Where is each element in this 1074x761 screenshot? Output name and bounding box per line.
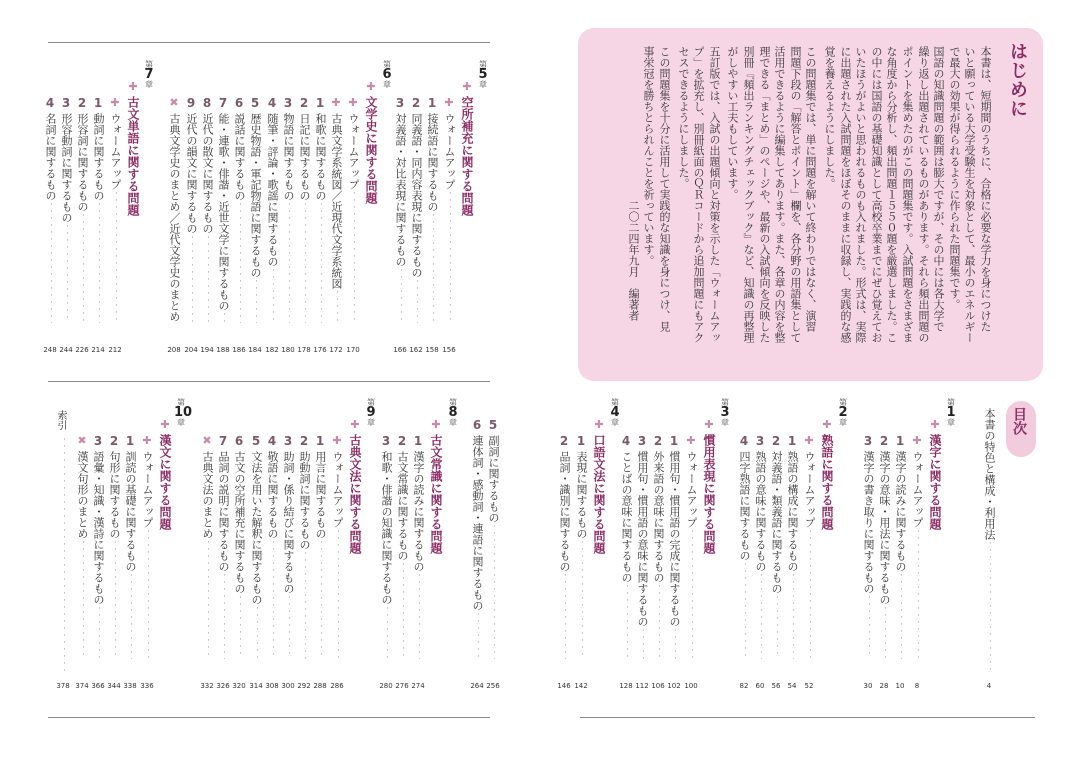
chapter-label — [380, 60, 394, 90]
page-number: 326 — [216, 682, 230, 690]
toc-entry: ウォームアップ ・・・・・・・・・・・・・・・・・・・・・・・・・・・・・・・・・・・・・・・・・・・・・・・・ — [442, 113, 456, 323]
intro-line: 繰り返し出題されているものがあります。それら頻出問題の — [917, 46, 930, 343]
intro-line: この問題集を十分に活用して実践的な知識を身につけ、見 — [658, 46, 671, 332]
item-number: 1 — [576, 434, 586, 448]
toc-entry: ウォームアップ ・・・・・・・・・・・・・・・・・・・・・・・・・・・・・・・・・・・・・・・・・・・・・・・・ — [140, 451, 154, 659]
intro-line: 活用できるように編集してあります。また、各章の内容を整 — [773, 46, 786, 343]
middle-left-rule — [48, 381, 490, 382]
chapter-bullet-icon: ✚ — [350, 418, 360, 431]
intro-line: で最大の効果が得られるように作られた問題集です。 — [948, 46, 961, 310]
page-number: 30 — [863, 682, 873, 690]
item-number: 7 — [218, 96, 228, 110]
page-number: 186 — [232, 346, 246, 354]
item-number: 2 — [77, 96, 87, 110]
chapter-number: 8 — [448, 405, 458, 420]
page-number: 182 — [265, 346, 279, 354]
page-number: 100 — [684, 682, 698, 690]
intro-line: がしやすい工夫もしています。 — [726, 46, 739, 200]
toc-badge — [1006, 401, 1036, 457]
item-number: 6 — [234, 96, 244, 110]
page-number: 288 — [313, 682, 327, 690]
page-number: 166 — [393, 346, 407, 354]
intro-line: 問題下段の「解答とポイント」欄を、各分野の用語集として — [789, 46, 802, 343]
toc-entry: 漢字の意味・用法に関するもの ・・・・・・・・・・・・・・・・・・・・・・・・・・・・・・・・・・・・・・・・・・・・・・・・ — [877, 451, 891, 659]
item-number: 3 — [381, 434, 391, 448]
item-number: 1 — [787, 434, 797, 448]
page-number: 10 — [895, 682, 905, 690]
item-number: 3 — [637, 434, 647, 448]
toc-entry: 漢字の読みに関するもの ・・・・・・・・・・・・・・・・・・・・・・・・・・・・・・・・・・・・・・・・・・・・・・・・ — [893, 451, 907, 659]
chapter-number: 7 — [144, 67, 154, 82]
page-number: 170 — [346, 346, 360, 354]
item-number: 1 — [669, 434, 679, 448]
chapter-suffix: 章 — [449, 418, 457, 427]
chapter-prefix: 第 — [721, 398, 729, 407]
toc-entry: 古文の空所補充に関するもの ・・・・・・・・・・・・・・・・・・・・・・・・・・・・・・・・・・・・・・・・・・・・・・・・ — [232, 451, 246, 659]
chapter-title: 古文常識に関する問題 — [429, 434, 443, 554]
page-number: 308 — [265, 682, 279, 690]
page-number: 320 — [232, 682, 246, 690]
chapter-prefix: 第 — [145, 60, 153, 69]
toc-entry: 形容詞に関するもの ・・・・・・・・・・・・・・・・・・・・・・・・・・・・・・・・・・・・・・・・・・・・・・・・ — [75, 113, 89, 323]
chapter-title: 慣用表現に関する問題 — [702, 434, 716, 554]
item-number: 2 — [411, 96, 421, 110]
item-number: 4 — [267, 96, 277, 110]
chapter-number: 9 — [366, 405, 376, 420]
item-number: 2 — [653, 434, 663, 448]
toc-entry: 能・連歌・俳諧・近世文学に関するもの ・・・・・・・・・・・・・・・・・・・・・・・・・・・・・・・・・・・・・・・・・・・・・・・・ — [216, 113, 230, 323]
chapter-label — [364, 398, 378, 428]
intro-line: いたほうがよいと思われるものも入れました。形式は、実際 — [854, 46, 867, 343]
item-number: 2 — [397, 434, 407, 448]
chapter-prefix: 第 — [449, 398, 457, 407]
intro-line: セスできるようにしました。 — [677, 46, 690, 189]
toc-entry: 慣用句・慣用語の意味に関するもの ・・・・・・・・・・・・・・・・・・・・・・・・・・・・・・・・・・・・・・・・・・・・・・・・ — [635, 451, 649, 659]
item-number: 3 — [283, 96, 293, 110]
page-number: 180 — [281, 346, 295, 354]
toc-entry: 用言に関するもの ・・・・・・・・・・・・・・・・・・・・・・・・・・・・・・・・・・・・・・・・・・・・・・・・ — [313, 451, 327, 659]
toc-entry: 訓読の基礎に関するもの ・・・・・・・・・・・・・・・・・・・・・・・・・・・・・・・・・・・・・・・・・・・・・・・・ — [123, 451, 137, 659]
section-mark-icon: ✚ — [142, 434, 152, 447]
page-number: 264 — [470, 682, 484, 690]
toc-entry: 近代の韻文に関するもの ・・・・・・・・・・・・・・・・・・・・・・・・・・・・・・・・・・・・・・・・・・・・・・・・ — [184, 113, 198, 323]
item-number: 4 — [621, 434, 631, 448]
item-number: 2 — [299, 434, 309, 448]
item-number: 1 — [315, 96, 325, 110]
chapter-title: 古典文法に関する問題 — [348, 434, 362, 554]
toc-entry: 動詞に関するもの ・・・・・・・・・・・・・・・・・・・・・・・・・・・・・・・・・・・・・・・・・・・・・・・・ — [91, 113, 105, 323]
page-number: 146 — [557, 682, 571, 690]
page-number: 244 — [59, 346, 73, 354]
toc-entry: 文法を用いた解釈に関するもの ・・・・・・・・・・・・・・・・・・・・・・・・・・・・・・・・・・・・・・・・・・・・・・・・ — [249, 451, 263, 659]
toc-entry: 同義語・同内容表現に関するもの ・・・・・・・・・・・・・・・・・・・・・・・・・・・・・・・・・・・・・・・・・・・・・・・・ — [409, 113, 423, 323]
page-number: 378 — [56, 682, 70, 690]
toc-entry: 品詞の説明に関するもの ・・・・・・・・・・・・・・・・・・・・・・・・・・・・・・・・・・・・・・・・・・・・・・・・ — [216, 451, 230, 659]
toc-entry-intro: 本書の特色と構成・利用法 ・・・・・・・・・・・・・・・・・・・・・・・・・・・・・・・・・・・・・・・・・・・・・・・・ — [982, 408, 996, 673]
item-number: 5 — [250, 96, 260, 110]
chapter-bullet-icon: ✚ — [930, 418, 940, 431]
page-number: 178 — [297, 346, 311, 354]
item-number: 1 — [895, 434, 905, 448]
page-number: 208 — [167, 346, 181, 354]
chapter-suffix: 章 — [839, 418, 847, 427]
toc-entry: 熟語の構成に関するもの ・・・・・・・・・・・・・・・・・・・・・・・・・・・・・・・・・・・・・・・・・・・・・・・・ — [785, 451, 799, 659]
toc-entry: 語彙・知識・漢詩に関するもの ・・・・・・・・・・・・・・・・・・・・・・・・・・・・・・・・・・・・・・・・・・・・・・・・ — [91, 451, 105, 659]
section-mark-icon: ✚ — [686, 434, 696, 447]
item-number: 2 — [559, 434, 569, 448]
toc-entry: 漢文句形のまとめ ・・・・・・・・・・・・・・・・・・・・・・・・・・・・・・・・・・・・・・・・・・・・・・・・ — [75, 451, 89, 659]
intro-line: の中には国語の基礎知識として高校卒業までにぜひ覚えてお — [870, 46, 883, 343]
intro-line: 本書は、短期間のうちに、合格に必要な学力を身につけた — [979, 46, 992, 332]
page-number: 162 — [409, 346, 423, 354]
toc-entry: 古典文学系統図／近現代文学系統図 ・・・・・・・・・・・・・・・・・・・・・・・・・・・・・・・・・・・・・・・・・・・・・・・・ — [329, 113, 343, 323]
page-number: 56 — [771, 682, 781, 690]
toc-entry: ウォームアップ ・・・・・・・・・・・・・・・・・・・・・・・・・・・・・・・・・・・・・・・・・・・・・・・・ — [802, 451, 816, 659]
section-mark-icon: ✚ — [331, 96, 341, 109]
page-number: 332 — [200, 682, 214, 690]
page-number: 256 — [486, 682, 500, 690]
toc-entry: 近代の散文に関するもの ・・・・・・・・・・・・・・・・・・・・・・・・・・・・・・・・・・・・・・・・・・・・・・・・ — [200, 113, 214, 323]
toc-entry: 助動詞に関するもの ・・・・・・・・・・・・・・・・・・・・・・・・・・・・・・・・・・・・・・・・・・・・・・・・ — [297, 451, 311, 659]
page-number: 4 — [986, 682, 992, 690]
chapter-title: 熟語に関する問題 — [820, 434, 834, 530]
item-number: 3 — [395, 96, 405, 110]
page-number: 106 — [651, 682, 665, 690]
bottom-right-rule — [580, 717, 1035, 718]
intro-line: 事栄冠を勝ちとられんことを祈っています。 — [642, 46, 655, 266]
item-number: 3 — [863, 434, 873, 448]
item-number: 2 — [299, 96, 309, 110]
item-number: 1 — [315, 434, 325, 448]
page-number: 112 — [635, 682, 649, 690]
page-number: 60 — [755, 682, 765, 690]
toc-entry: 説話に関するもの ・・・・・・・・・・・・・・・・・・・・・・・・・・・・・・・・・・・・・・・・・・・・・・・・ — [232, 113, 246, 323]
section-mark-icon: ✖ — [202, 434, 212, 447]
section-mark-icon: ✖ — [77, 434, 87, 447]
chapter-suffix: 章 — [145, 80, 153, 89]
page-number: 176 — [313, 346, 327, 354]
chapter-prefix: 第 — [177, 398, 185, 407]
page-number: 156 — [442, 346, 456, 354]
page-number: 366 — [91, 682, 105, 690]
toc-entry: 品詞・識別に関するもの ・・・・・・・・・・・・・・・・・・・・・・・・・・・・・・・・・・・・・・・・・・・・・・・・ — [557, 451, 571, 659]
item-number: 3 — [755, 434, 765, 448]
top-left-rule — [48, 42, 490, 43]
intro-line: 二〇二四年九月 編著者 — [627, 200, 640, 321]
chapter-bullet-icon: ✚ — [822, 418, 832, 431]
page-number: 204 — [184, 346, 198, 354]
section-mark-icon: ✚ — [348, 96, 358, 109]
page-number: 172 — [329, 346, 343, 354]
page-number: 142 — [574, 682, 588, 690]
toc-entry: 名詞に関するもの ・・・・・・・・・・・・・・・・・・・・・・・・・・・・・・・・・・・・・・・・・・・・・・・・ — [43, 113, 57, 323]
item-number: 3 — [61, 96, 71, 110]
page-number: 82 — [739, 682, 749, 690]
toc-entry: ウォームアップ ・・・・・・・・・・・・・・・・・・・・・・・・・・・・・・・・・・・・・・・・・・・・・・・・ — [108, 113, 122, 323]
chapter-label — [174, 398, 193, 428]
index-label: 索引 — [55, 410, 66, 430]
page-number: 102 — [667, 682, 681, 690]
toc-entry: 古文常識に関するもの ・・・・・・・・・・・・・・・・・・・・・・・・・・・・・・・・・・・・・・・・・・・・・・・・ — [395, 451, 409, 659]
item-number: 5 — [251, 434, 261, 448]
chapter-suffix: 章 — [367, 418, 375, 427]
toc-entry: 連体詞・感動詞・連語に関するもの ・・・・・・・・・・・・・・・・・・・・・・・・・・・・・・・・・・・・・・・・・・・・・・・・ — [470, 435, 484, 659]
toc-entry: 慣用句・慣用語の完成に関するもの ・・・・・・・・・・・・・・・・・・・・・・・・・・・・・・・・・・・・・・・・・・・・・・・・ — [667, 451, 681, 659]
chapter-number: 5 — [478, 67, 488, 82]
toc-entry: ウォームアップ ・・・・・・・・・・・・・・・・・・・・・・・・・・・・・・・・・・・・・・・・・・・・・・・・ — [346, 113, 360, 323]
page-number: 158 — [425, 346, 439, 354]
item-number: 5 — [488, 418, 498, 432]
page-number: 314 — [249, 682, 263, 690]
page-number: 374 — [75, 682, 89, 690]
chapter-bullet-icon: ✚ — [160, 418, 170, 431]
toc-entry: 物語に関するもの ・・・・・・・・・・・・・・・・・・・・・・・・・・・・・・・・・・・・・・・・・・・・・・・・ — [281, 113, 295, 323]
page-number: 338 — [123, 682, 137, 690]
chapter-title: 古文単語に関する問題 — [126, 96, 140, 216]
page-number: 28 — [879, 682, 889, 690]
chapter-suffix: 章 — [611, 418, 619, 427]
chapter-prefix: 第 — [479, 60, 487, 69]
toc-entry: 対義語・対比表現に関するもの ・・・・・・・・・・・・・・・・・・・・・・・・・・・・・・・・・・・・・・・・・・・・・・・・ — [393, 113, 407, 323]
chapter-bullet-icon: ✚ — [704, 418, 714, 431]
item-number: 1 — [125, 434, 135, 448]
section-mark-icon: ✚ — [804, 434, 814, 447]
intro-line: この問題集では、単に問題を解いて終わりではなく、演習 — [804, 46, 817, 332]
chapter-suffix: 章 — [721, 418, 729, 427]
page-number: 286 — [330, 682, 344, 690]
chapter-suffix: 章 — [479, 80, 487, 89]
intro-line: な角度から分析し、頻出問題１５５０題を厳選しました。こ — [885, 46, 898, 343]
item-number: 3 — [283, 434, 293, 448]
toc-entry: 漢字の書き取りに関するもの ・・・・・・・・・・・・・・・・・・・・・・・・・・・・・・・・・・・・・・・・・・・・・・・・ — [861, 451, 875, 659]
page-number: 8 — [914, 682, 920, 690]
chapter-prefix: 第 — [367, 398, 375, 407]
chapter-bullet-icon: ✚ — [594, 418, 604, 431]
intro-line: 五訂版では、入試の出題傾向と対策を示した「ウォームアッ — [708, 46, 721, 343]
item-number: 4 — [267, 434, 277, 448]
toc-entry: 敬語に関するもの ・・・・・・・・・・・・・・・・・・・・・・・・・・・・・・・・・・・・・・・・・・・・・・・・ — [265, 451, 279, 659]
toc-entry: 形容動詞に関するもの ・・・・・・・・・・・・・・・・・・・・・・・・・・・・・・・・・・・・・・・・・・・・・・・・ — [59, 113, 73, 323]
item-number: 6 — [472, 418, 482, 432]
item-number: 6 — [234, 434, 244, 448]
toc-entry: 接続語に関するもの ・・・・・・・・・・・・・・・・・・・・・・・・・・・・・・・・・・・・・・・・・・・・・・・・ — [425, 113, 439, 323]
chapter-title: 口語文法に関する問題 — [592, 434, 606, 554]
page-number: 194 — [200, 346, 214, 354]
item-number: 9 — [186, 96, 196, 110]
page-number: 226 — [75, 346, 89, 354]
toc-entry: 日記に関するもの ・・・・・・・・・・・・・・・・・・・・・・・・・・・・・・・・・・・・・・・・・・・・・・・・ — [297, 113, 311, 323]
section-mark-icon: ✚ — [444, 96, 454, 109]
toc-entry: 副詞に関するもの ・・・・・・・・・・・・・・・・・・・・・・・・・・・・・・・・・・・・・・・・・・・・・・・・ — [486, 435, 500, 659]
intro-line: に出題された入試問題をほぼそのままに収録し、実践的な感 — [839, 46, 852, 343]
chapter-label — [142, 60, 156, 90]
toc-entry: 熟語の意味に関するもの ・・・・・・・・・・・・・・・・・・・・・・・・・・・・・・・・・・・・・・・・・・・・・・・・ — [753, 451, 767, 659]
toc-entry: ウォームアップ ・・・・・・・・・・・・・・・・・・・・・・・・・・・・・・・・・・・・・・・・・・・・・・・・ — [684, 451, 698, 659]
toc-entry-index — [56, 436, 70, 676]
toc-entry: ウォームアップ ・・・・・・・・・・・・・・・・・・・・・・・・・・・・・・・・・・・・・・・・・・・・・・・・ — [330, 451, 344, 659]
section-mark-icon: ✖ — [169, 96, 179, 109]
page-number: 128 — [619, 682, 633, 690]
chapter-number: 2 — [838, 405, 848, 420]
item-number: 1 — [427, 96, 437, 110]
chapter-prefix: 第 — [383, 60, 391, 69]
chapter-label — [944, 398, 958, 428]
item-number: 7 — [218, 434, 228, 448]
chapter-label — [446, 398, 460, 428]
chapter-number: 4 — [610, 405, 620, 420]
page-number: 276 — [395, 682, 409, 690]
bottom-left-rule — [48, 717, 490, 718]
page-number: 214 — [91, 346, 105, 354]
chapter-prefix: 第 — [947, 398, 955, 407]
page-number: 300 — [281, 682, 295, 690]
intro-line: 別冊『頻出ランキングチェックブック』など、知識の再整理 — [742, 46, 755, 343]
chapter-label — [718, 398, 732, 428]
page-number: 292 — [297, 682, 311, 690]
item-number: 2 — [109, 434, 119, 448]
toc-entry: 随筆・評論・歌謡に関するもの ・・・・・・・・・・・・・・・・・・・・・・・・・・・・・・・・・・・・・・・・・・・・・・・・ — [265, 113, 279, 323]
intro-title: はじめに — [1007, 42, 1028, 118]
intro-line: 国語の知識問題の範囲は膨大ですが、その中には各大学で — [932, 46, 945, 332]
chapter-bullet-icon: ✚ — [431, 418, 441, 431]
page-number: 336 — [140, 682, 154, 690]
intro-line: 理できる「まとめ」のページや、最新の入試傾向を反映した — [758, 46, 771, 343]
intro-line: 覚を養えるようにしました。 — [823, 46, 836, 189]
toc-entry: ことばの意味に関するもの ・・・・・・・・・・・・・・・・・・・・・・・・・・・・・・・・・・・・・・・・・・・・・・・・ — [619, 451, 633, 659]
toc-entry: 助詞・係り結びに関するもの ・・・・・・・・・・・・・・・・・・・・・・・・・・・・・・・・・・・・・・・・・・・・・・・・ — [281, 451, 295, 659]
item-number: 1 — [413, 434, 423, 448]
toc-entry: 歴史物語・軍記物語に関するもの ・・・・・・・・・・・・・・・・・・・・・・・・・・・・・・・・・・・・・・・・・・・・・・・・ — [248, 113, 262, 323]
chapter-label — [608, 398, 622, 428]
chapter-suffix: 章 — [177, 418, 185, 427]
toc-entry: 漢字の読みに関するもの ・・・・・・・・・・・・・・・・・・・・・・・・・・・・・・・・・・・・・・・・・・・・・・・・ — [411, 451, 425, 659]
toc-entry: ウォームアップ ・・・・・・・・・・・・・・・・・・・・・・・・・・・・・・・・・・・・・・・・・・・・・・・・ — [910, 451, 924, 659]
chapter-bullet-icon: ✚ — [128, 80, 138, 93]
chapter-label — [836, 398, 850, 428]
toc-entry: 和歌・俳諧の知識に関するもの ・・・・・・・・・・・・・・・・・・・・・・・・・・・・・・・・・・・・・・・・・・・・・・・・ — [379, 451, 393, 659]
chapter-title: 空所補充に関する問題 — [460, 96, 474, 216]
chapter-label — [476, 60, 490, 90]
item-number: 2 — [879, 434, 889, 448]
chapter-suffix: 章 — [383, 80, 391, 89]
item-number: 1 — [93, 96, 103, 110]
page-number: 184 — [248, 346, 262, 354]
chapter-number: 10 — [174, 405, 193, 420]
chapter-title: 漢字に関する問題 — [928, 434, 942, 530]
toc-entry: 外来語の意味に関するもの ・・・・・・・・・・・・・・・・・・・・・・・・・・・・・・・・・・・・・・・・・・・・・・・・ — [651, 451, 665, 659]
page-number: 52 — [804, 682, 814, 690]
chapter-prefix: 第 — [839, 398, 847, 407]
item-number: 4 — [739, 434, 749, 448]
toc-entry: 和歌に関するもの ・・・・・・・・・・・・・・・・・・・・・・・・・・・・・・・・・・・・・・・・・・・・・・・・ — [313, 113, 327, 323]
toc-entry: 古典文学史のまとめ／近代文学史のまとめ ・・・・・・・・・・・・・・・・・・・・・・・・・・・・・・・・・・・・・・・・・・・・・・・・ — [167, 113, 181, 323]
intro-line: プ」を拡充し、別冊紙面のＱＲコードから追加問題にもアク — [692, 46, 705, 343]
section-mark-icon: ✚ — [110, 96, 120, 109]
chapter-number: 3 — [720, 405, 730, 420]
page-number: 54 — [787, 682, 797, 690]
chapter-title: 文学史に関する問題 — [364, 96, 378, 204]
chapter-number: 1 — [946, 405, 956, 420]
chapter-title: 漢文に関する問題 — [158, 434, 172, 530]
section-mark-icon: ✚ — [332, 434, 342, 447]
page-number: 344 — [107, 682, 121, 690]
intro-line: いと願っている大学受験生を対象として、最小のエネルギー — [963, 46, 976, 343]
page-number: 274 — [411, 682, 425, 690]
toc-entry: 句形に関するもの ・・・・・・・・・・・・・・・・・・・・・・・・・・・・・・・・・・・・・・・・・・・・・・・・ — [107, 451, 121, 659]
toc-entry: 古典文法のまとめ ・・・・・・・・・・・・・・・・・・・・・・・・・・・・・・・・・・・・・・・・・・・・・・・・ — [200, 451, 214, 659]
toc-entry: 表現に関するもの ・・・・・・・・・・・・・・・・・・・・・・・・・・・・・・・・・・・・・・・・・・・・・・・・ — [574, 451, 588, 659]
intro-line: ポイントを集めたのがこの問題集です。入試問題をさまざま — [901, 46, 914, 343]
toc-badge-label: 目次 — [1011, 407, 1027, 435]
chapter-prefix: 第 — [611, 398, 619, 407]
chapter-suffix: 章 — [947, 418, 955, 427]
page-number: 188 — [216, 346, 230, 354]
item-number: 2 — [771, 434, 781, 448]
page-number: 248 — [43, 346, 57, 354]
page-number: 212 — [108, 346, 122, 354]
chapter-number: 6 — [382, 67, 392, 82]
toc-entry: 対義語・類義語に関するもの ・・・・・・・・・・・・・・・・・・・・・・・・・・・・・・・・・・・・・・・・・・・・・・・・ — [769, 451, 783, 659]
section-mark-icon: ✚ — [912, 434, 922, 447]
toc-entry: 四字熟語に関するもの ・・・・・・・・・・・・・・・・・・・・・・・・・・・・・・・・・・・・・・・・・・・・・・・・ — [737, 451, 751, 659]
item-number: 3 — [93, 434, 103, 448]
page-number: 280 — [379, 682, 393, 690]
item-number: 4 — [45, 96, 55, 110]
chapter-bullet-icon: ✚ — [366, 80, 376, 93]
chapter-bullet-icon: ✚ — [462, 80, 472, 93]
item-number: 8 — [202, 96, 212, 110]
